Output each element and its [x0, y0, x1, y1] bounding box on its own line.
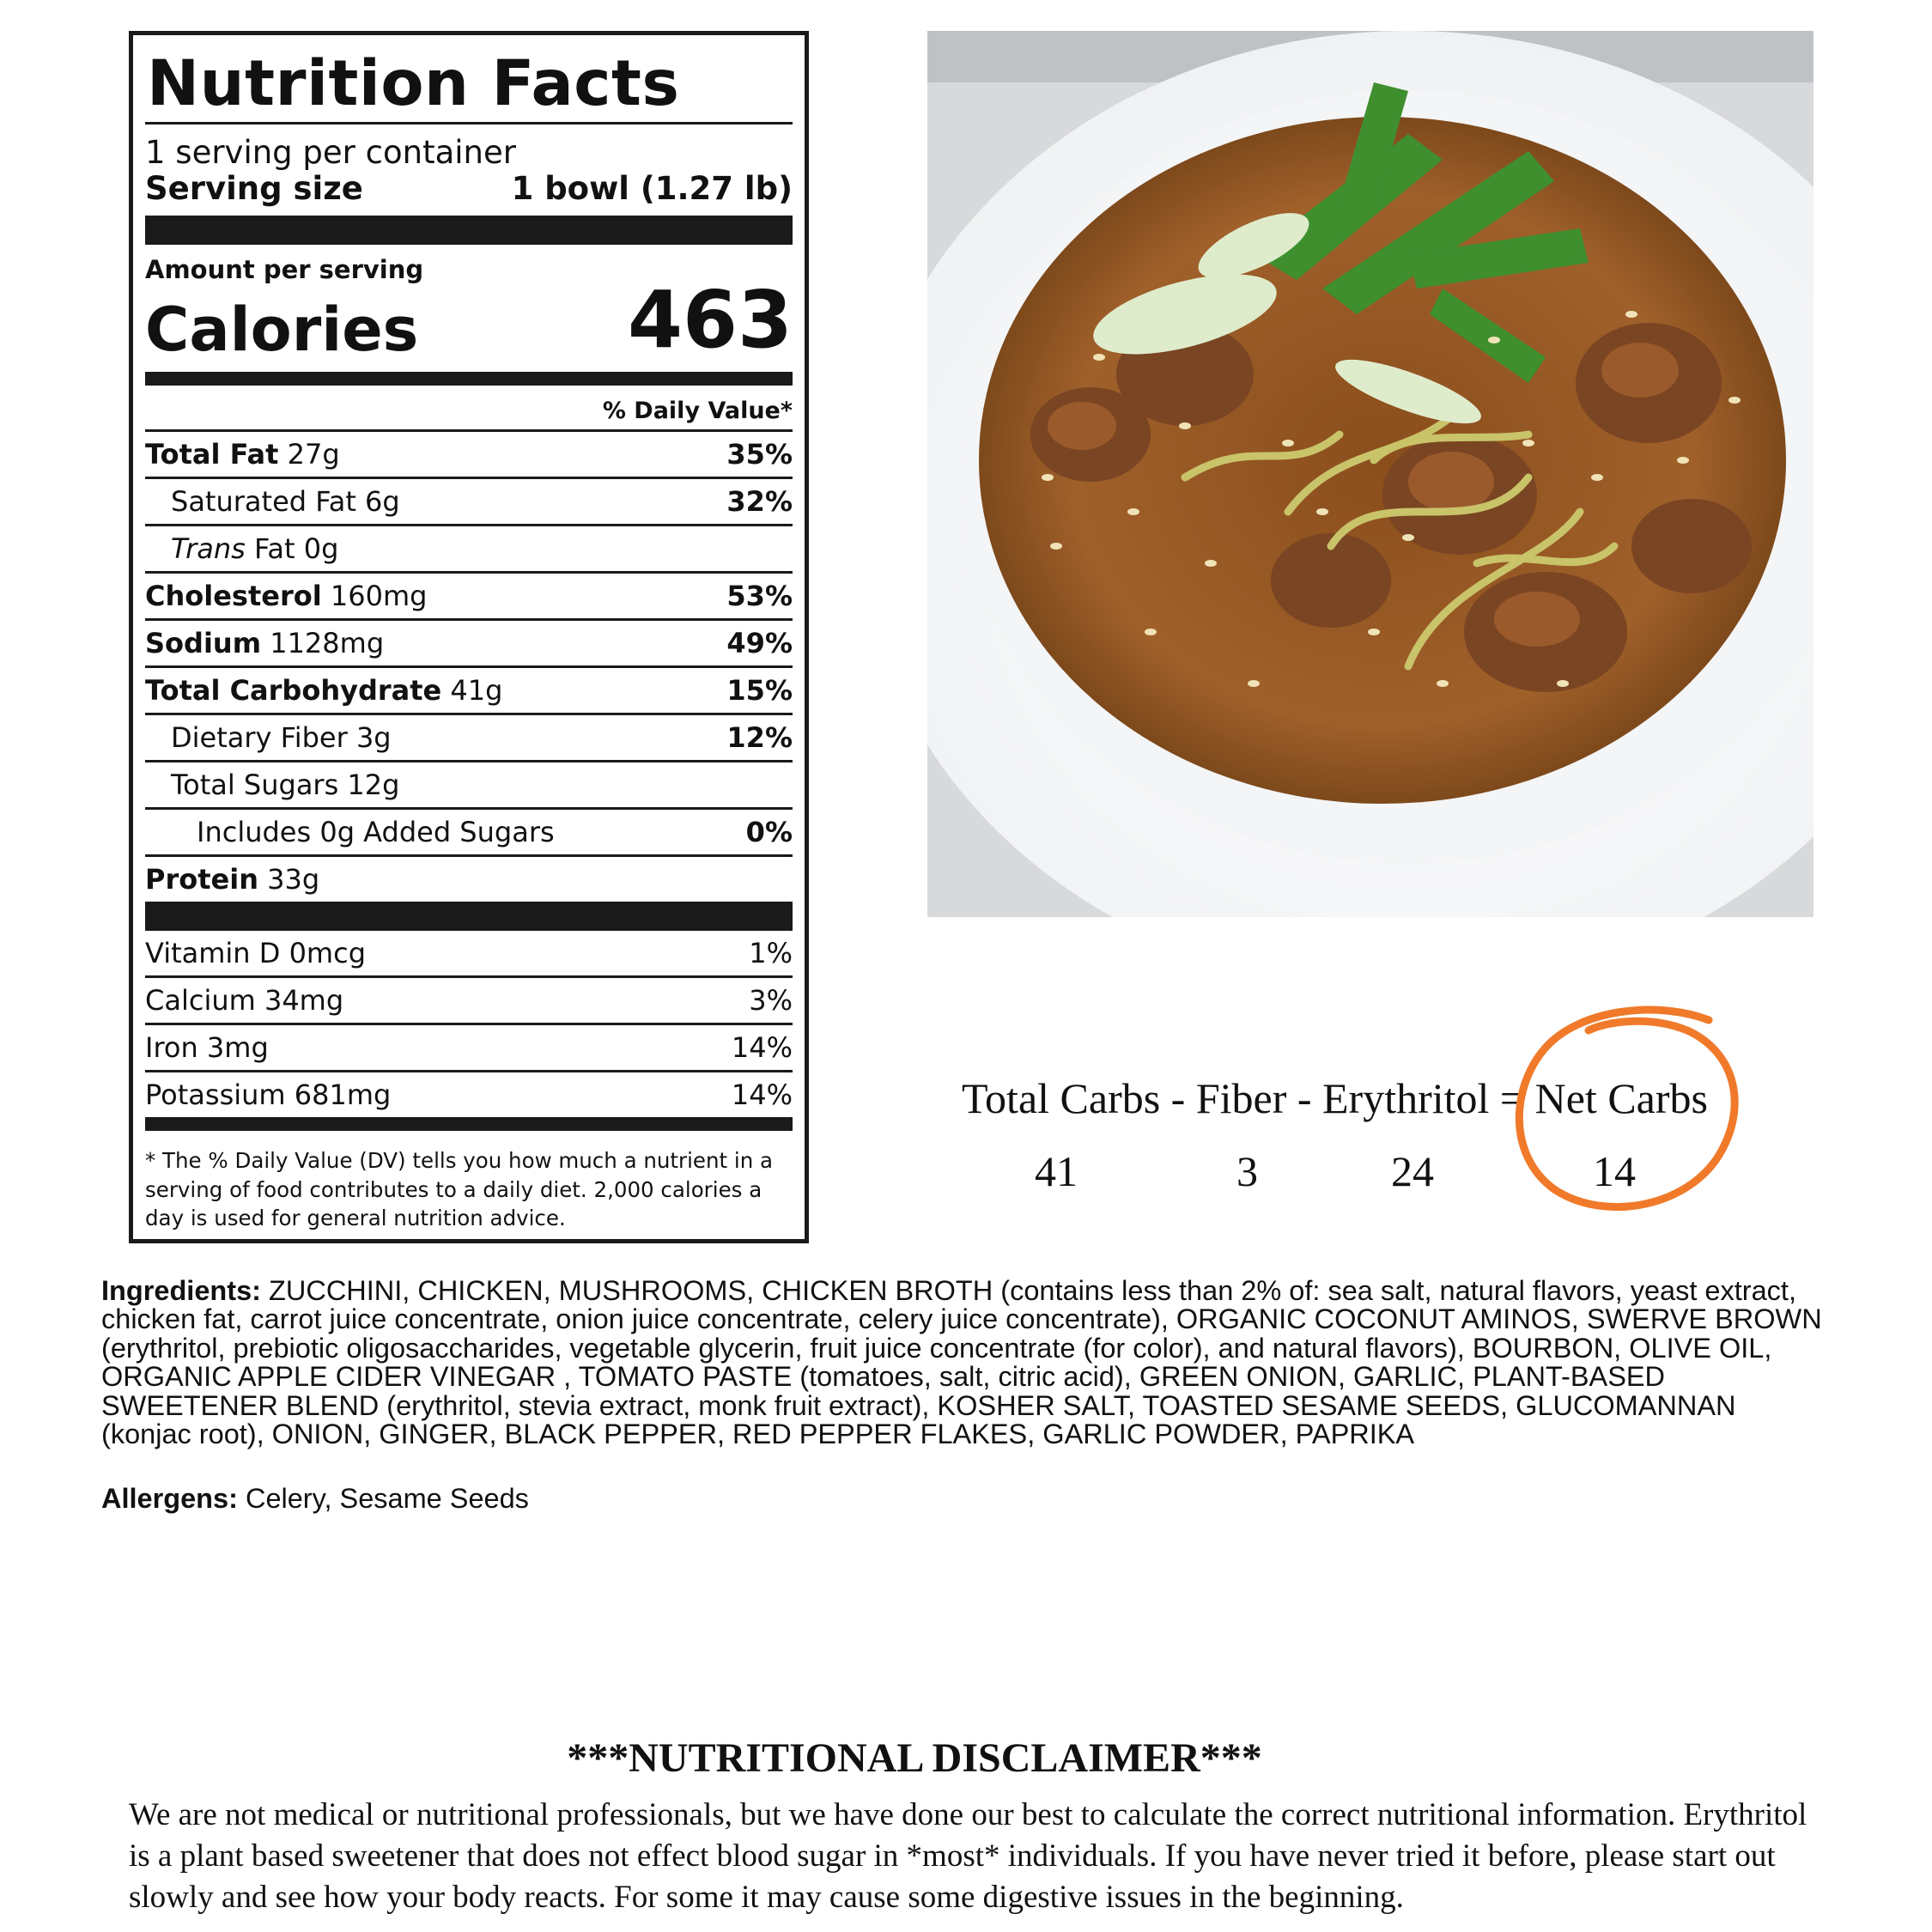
fiber-value: 3 — [1236, 1147, 1258, 1195]
erythritol-value: 24 — [1391, 1147, 1434, 1195]
nutrient-name: Trans — [171, 532, 246, 565]
calories-value: 463 — [627, 273, 793, 366]
ingredients-list: ZUCCHINI, CHICKEN, MUSHROOMS, CHICKEN BROTH (contains less than 2% of: sea salt, natural flavors, yeast extract, chicken fat, carrot juice concentrate, onion juice concentrate, celery juice concentrate), ORGANIC COCONUT AMINOS, SWERVE BROWN (erythritol, prebiotic oligosaccharides, vegetable glycerin, fruit juice concentrate (for color), and natural flavors), BOURBON, OLIVE OIL, ORGANIC APPLE CIDER VINEGAR , TOMATO PASTE (tomatoes, salt, citric acid), GREEN ONION, GARLIC, PLANT-BASED SWEETENER BLEND (erythritol, stevia extract, monk fruit extract), KOSHER SALT, TOASTED SESAME SEEDS, GLUCOMANNAN (konjac root), ONION, GINGER, BLACK PEPPER, RED PEPPER FLAKES, GARLIC POWDER, PAPRIKA — [101, 1275, 1822, 1450]
nutrient-dv: 35% — [726, 437, 793, 471]
vitamin-name: Vitamin D — [145, 936, 281, 969]
net-carbs-circle — [1494, 1005, 1743, 1219]
nutrient-row-protein — [145, 854, 793, 902]
vitamin-name: Potassium — [145, 1078, 286, 1111]
food-photo — [927, 31, 1814, 917]
allergens-text — [101, 1483, 529, 1515]
total-carbs-value: 41 — [1035, 1147, 1078, 1195]
vitamin-dv: 14% — [731, 1030, 793, 1064]
nutrient-name-suffix: Fat — [253, 532, 295, 565]
vitamin-dv: 14% — [731, 1078, 793, 1111]
nutrient-name: Sodium — [145, 626, 262, 659]
thick-divider — [145, 902, 793, 931]
nutrient-name: Dietary Fiber — [171, 720, 348, 754]
nutrient-name: Total Fat — [145, 437, 279, 471]
vitamin-dv: 1% — [749, 936, 793, 969]
ingredients-label: Ingredients: — [101, 1275, 261, 1306]
nutrient-amount: 6g — [365, 484, 400, 518]
nutrient-name: Total Carbohydrate — [145, 673, 442, 707]
nutrient-amount: 27g — [287, 437, 340, 471]
ingredients-text — [101, 1277, 1827, 1449]
nutrient-name: Includes 0g Added Sugars — [197, 815, 555, 848]
allergens-label: Allergens: — [101, 1483, 238, 1514]
nutrient-amount: 12g — [347, 768, 400, 801]
nutrient-amount: 1128mg — [270, 626, 385, 659]
vitamin-amount: 0mcg — [289, 936, 366, 969]
nutrient-dv: 12% — [726, 720, 793, 754]
net-carbs-value: 14 — [1593, 1147, 1636, 1195]
thick-divider — [145, 1117, 793, 1131]
nutrient-name: Total Sugars — [171, 768, 339, 801]
vitamin-amount: 34mg — [264, 983, 344, 1017]
serving-size-row — [145, 170, 793, 207]
disclaimer-body: We are not medical or nutritional professionals, but we have done our best to calculate the correct nutritional information. Erythritol is a plant based sweetener that does not effect blood sugar in *most* individuals. If you have never tried it before, please start out slowly and see how your body reacts. For some it may cause some digestive issues in the beginning. — [129, 1797, 1807, 1916]
nutrient-amount: 33g — [267, 862, 320, 896]
serving-size-label: Serving size — [145, 169, 363, 207]
nutrient-name: Saturated Fat — [171, 484, 356, 518]
vitamin-amount: 3mg — [206, 1030, 269, 1064]
nutrient-amount: 0g — [303, 532, 339, 565]
vitamin-row-calcium — [145, 975, 793, 1023]
nutrient-row-total-carbohydrate — [145, 665, 793, 713]
divider — [145, 122, 793, 125]
nutrient-row-sodium — [145, 618, 793, 665]
vitamin-dv: 3% — [749, 983, 793, 1017]
label-title: Nutrition Facts — [147, 47, 680, 120]
nutrient-name: Cholesterol — [145, 579, 322, 612]
amount-per-serving: Amount per serving — [145, 254, 424, 284]
nutrient-amount: 160mg — [330, 579, 428, 612]
calories-label: Calories — [145, 294, 419, 365]
nutrient-row-added-sugars — [145, 807, 793, 854]
allergens-list: Celery, Sesame Seeds — [245, 1483, 529, 1514]
nutrient-row-trans-fat — [145, 524, 793, 571]
vitamin-name: Iron — [145, 1030, 198, 1064]
nutrient-dv: 32% — [726, 484, 793, 518]
nutrient-amount: 41g — [450, 673, 503, 707]
nutrient-row-cholesterol — [145, 571, 793, 618]
thick-divider — [145, 216, 793, 245]
nutrient-dv: 15% — [726, 673, 793, 707]
nutrient-row-total-fat — [145, 429, 793, 477]
nutrient-row-dietary-fiber — [145, 713, 793, 760]
vitamin-name: Calcium — [145, 983, 256, 1017]
vitamin-row-potassium — [145, 1070, 793, 1117]
nutrient-amount: 3g — [355, 720, 392, 754]
disclaimer-title: ***NUTRITIONAL DISCLAIMER*** — [567, 1735, 1262, 1781]
nutrient-dv: 49% — [726, 626, 793, 659]
nutrition-facts-label — [129, 31, 809, 1243]
vitamin-amount: 681mg — [294, 1078, 392, 1111]
daily-value-header: % Daily Value* — [602, 397, 793, 424]
nutrient-dv: 0% — [745, 815, 793, 848]
calories-row — [145, 273, 793, 366]
nutrient-row-total-sugars — [145, 760, 793, 807]
nutrient-name: Protein — [145, 862, 258, 896]
net-carbs-equation: Total Carbs - Fiber - Erythritol = Net Carbs — [962, 1074, 1708, 1122]
nutrient-row-saturated-fat — [145, 477, 793, 524]
daily-value-footnote: * The % Daily Value (DV) tells you how much a nutrient in a serving of food contributes to a daily diet. 2,000 calories a day is used for general nutrition advice. — [145, 1147, 774, 1231]
serving-size-value: 1 bowl (1.27 lb) — [511, 169, 793, 207]
vitamin-row-vitamin-d — [145, 931, 793, 975]
vitamin-row-iron — [145, 1023, 793, 1070]
nutrient-dv: 53% — [726, 579, 793, 612]
food-photo-illustration — [927, 31, 1814, 917]
servings-per-container: 1 serving per container — [145, 134, 516, 171]
thick-divider — [145, 372, 793, 386]
